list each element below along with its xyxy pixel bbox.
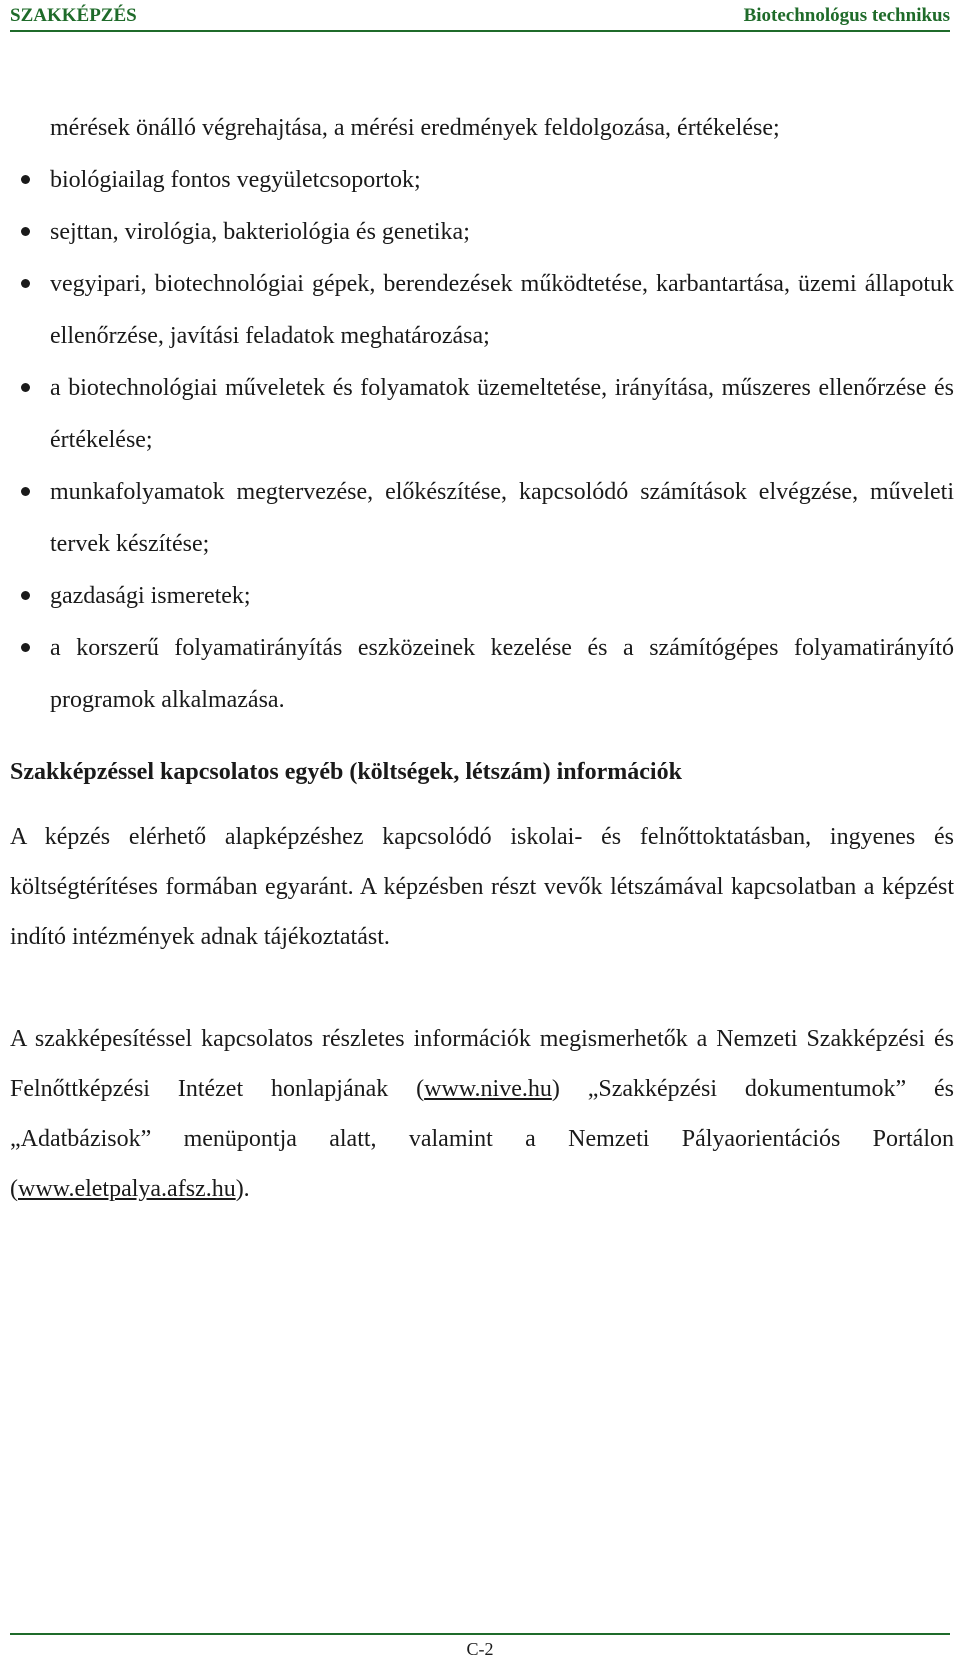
eletpalya-link[interactable]: www.eletpalya.afsz.hu [18, 1176, 236, 1202]
page-content [10, 102, 954, 1214]
bullet-icon [21, 591, 30, 600]
list-item: biológiailag fontos vegyületcsoportok; [10, 154, 954, 206]
page-number: C-2 [466, 1639, 494, 1659]
list-item: munkafolyamatok megtervezése, előkészítése, kapcsolódó számítások elvégzése, műveleti tervek készítése; [10, 466, 954, 570]
bullet-list [10, 102, 954, 726]
page-footer [10, 1633, 950, 1660]
info-paragraph-links: A szakképesítéssel kapcsolatos részletes információk megismerhetők a Nemzeti Szakképzési és Felnőttképzési Intézet honlapjának (www.nive.hu) „Szakképzési dokumentumok” és „Adatbázisok” menüpontja alatt, valamint a Nemzeti Pályaorientációs Portálon (www.eletpalya.afsz.hu). [10, 1026, 955, 1202]
bullet-icon [21, 175, 30, 184]
bullet-icon [21, 643, 30, 652]
list-item: a korszerű folyamatirányítás eszközeinek kezelése és a számítógépes folyamatirányító programok alkalmazása. [10, 622, 954, 726]
page-header [10, 0, 950, 32]
info-paragraph-costs: A képzés elérhető alapképzéshez kapcsolódó iskolai- és felnőttoktatásban, ingyenes és költségtérítéses formában egyaránt. A képzésben részt vevők létszámával kapcsolatban a képzést indító intézmények adnak tájékoztatást. [10, 824, 954, 950]
header-section-label: SZAKKÉPZÉS [10, 5, 137, 26]
list-item: a biotechnológiai műveletek és folyamatok üzemeltetése, irányítása, műszeres ellenőrzése és értékelése; [10, 362, 954, 466]
bullet-icon [21, 227, 30, 236]
list-item: gazdasági ismeretek; [10, 570, 954, 622]
header-document-title: Biotechnológus technikus [743, 5, 950, 26]
bullet-icon [21, 487, 30, 496]
list-item: sejttan, virológia, bakteriológia és genetika; [10, 206, 954, 258]
nive-link[interactable]: www.nive.hu [424, 1076, 552, 1102]
bullet-icon [21, 383, 30, 392]
section-title: Szakképzéssel kapcsolatos egyéb (költségek, létszám) információk [10, 759, 682, 785]
list-item-continuation: mérések önálló végrehajtása, a mérési eredmények feldolgozása, értékelése; [50, 115, 780, 141]
bullet-icon [21, 279, 30, 288]
list-item: vegyipari, biotechnológiai gépek, berendezések működtetése, karbantartása, üzemi állapotuk ellenőrzése, javítási feladatok meghatározása; [10, 258, 954, 362]
